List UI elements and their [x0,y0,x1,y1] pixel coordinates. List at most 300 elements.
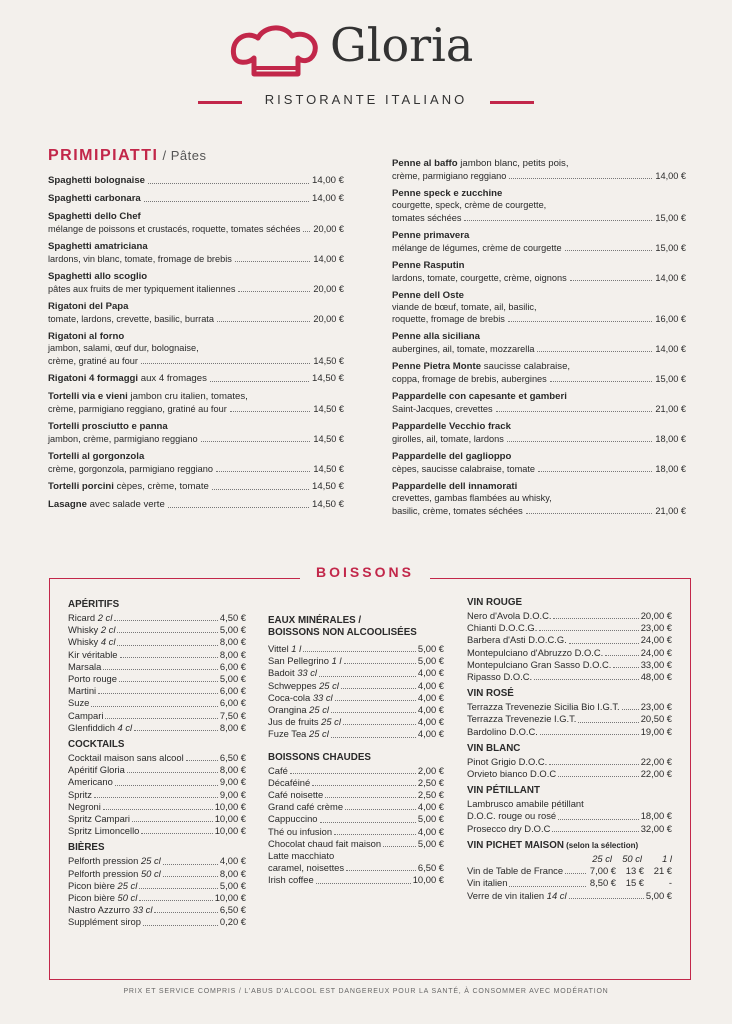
drink-price: 5,00 € [219,673,246,685]
dot-leader [144,201,309,202]
verre-item [467,890,672,902]
dish-desc-last: mélange de poissons et crustacés, roquette, tomates séchées [48,224,301,234]
dish-name: Spaghetti amatriciana [48,241,148,252]
dot-leader [569,898,644,899]
drink-price: 4,00 € [417,667,444,679]
eaux-title-line1: EAUX MINÉRALES / [268,615,362,626]
bieres-list [68,855,246,928]
drink-name [68,685,96,697]
dot-leader [622,709,639,710]
dish-desc-last: pâtes aux fruits de mer typiquement italiennes [48,284,236,294]
drink-item [467,713,672,725]
dish-inline-desc: aux 4 fromages [138,372,207,384]
dish-name-line [48,241,344,253]
drink-item [467,622,672,634]
drink-volume: 50 cl [114,892,138,904]
drink-price: 4,00 € [417,679,444,691]
drink-name-text: Ripasso D.O.C. [467,671,533,683]
drink-price: 4,00 € [417,716,444,728]
primi-left-column [48,175,344,517]
dish-name: Rigatoni 4 formaggi [48,372,139,384]
divider-right [490,101,534,104]
dish-price-line [48,433,344,445]
drink-price: 20,50 € [640,713,672,725]
drink-name-text: Chianti D.O.C.G. [467,622,538,634]
drink-item [68,892,246,904]
dish-item [48,241,344,265]
drink-name-text: San Pellegrino [268,655,329,667]
dot-leader [98,693,218,694]
drink-price: 10,00 € [214,800,246,812]
eaux-title-line2: BOISSONS NON ALCOOLISÉES [268,627,417,638]
drink-price: 10,00 € [214,813,246,825]
dot-leader [613,667,638,668]
drink-name [268,728,329,740]
drink-volume: 1 l [288,643,302,654]
dish-name: Spaghetti bolognaise [48,175,146,186]
drink-item [68,649,246,661]
vin-rouge-list [467,610,672,683]
drink-price: 20,00 € [640,610,672,621]
dish-title [48,499,165,511]
drink-item [68,880,246,892]
dish-price-line [48,223,344,235]
vin-blanc-title: VIN BLANC [467,742,521,754]
dish-price: 14,50 € [313,403,344,414]
drink-name-text: Café [268,764,288,776]
drink-name-text: Whisky [68,624,99,636]
drink-item [467,756,672,768]
primi-subtitle: / Pâtes [158,148,207,163]
dot-leader [565,873,586,874]
dish-item [392,391,686,415]
dish-desc-last: lardons, vin blanc, tomate, fromage de brebis [48,254,232,264]
dot-leader [117,645,218,646]
dish-item [48,301,344,325]
dot-leader [508,321,652,322]
dot-leader [540,734,639,735]
dot-leader [569,643,639,644]
drink-item [68,916,246,928]
dish-name: Tortelli al gorgonzola [48,450,145,462]
aperitifs-title: APÉRITIFS [68,599,120,610]
dot-leader [538,471,652,472]
dot-leader [534,679,639,680]
drink-price: 33,00 € [640,658,672,670]
dish-item [392,230,686,254]
dish-name: Pappardelle dell innamorati [392,481,518,492]
drink-item [68,752,246,764]
dish-item [392,421,686,445]
drink-item [467,768,672,780]
drink-item [268,838,444,850]
dish-price: 14,50 € [311,498,344,510]
primi-section-title [48,147,207,165]
dish-price: 18,00 € [655,464,686,474]
dish-name: Spaghetti dello Chef [48,211,141,222]
dot-leader [312,785,416,786]
drink-name [68,710,103,722]
drink-item [68,904,246,916]
drink-price: 8,00 € [219,636,246,648]
latte-line2: caramel, noisettes [268,862,345,874]
drink-item [68,789,246,801]
drink-volume: 2 cl [98,624,116,636]
lambrusco-line2: D.O.C. rouge ou rosé [467,810,557,822]
dot-leader [143,925,218,926]
drink-name-text: Pelforth pression [68,855,139,867]
drink-name-text: Martini [68,685,97,697]
dot-leader [553,618,638,619]
drink-item [68,764,246,776]
drink-name-text: Porto rouge [68,673,117,685]
drink-item [68,813,246,825]
drink-name [68,764,125,776]
drink-name-text: Thé ou infusion [268,825,333,837]
drink-price: 19,00 € [640,725,672,737]
dot-leader [132,821,213,822]
drink-name-text: Negroni [68,800,101,812]
dot-leader [114,620,218,621]
dot-leader [168,507,309,508]
eaux-list [268,643,444,741]
boissons-title-wrap [300,561,430,583]
drink-price: 8,00 € [219,764,246,776]
drink-name-text: Café noisette [268,789,324,801]
dish-title [48,193,141,205]
dish-title [48,373,207,385]
drink-name-text: Barbera d'Asti D.O.C.G. [467,634,567,646]
dot-leader [558,776,639,777]
drink-item [268,704,444,716]
dish-inline-desc: saucisse calabraise, [481,361,571,372]
irish-list [268,874,444,886]
dot-leader [303,231,310,232]
dish-name-line [392,230,686,242]
drink-name [467,659,611,671]
vin-petillant-title: VIN PÉTILLANT [467,785,540,797]
dot-leader [105,718,217,719]
drink-item [68,710,246,722]
dish-price: 20,00 € [313,224,344,234]
drink-name [268,874,314,886]
drink-price: 2,00 € [417,764,444,776]
drink-item [467,671,672,683]
chaudes-list [268,765,444,850]
drink-price: 6,00 € [219,697,246,709]
dish-price-line [392,212,686,224]
dish-title [48,175,145,187]
dish-name: Rigatoni al forno [48,331,125,342]
dish-item [48,421,344,445]
dish-item [48,175,344,187]
restaurant-subtitle: RISTORANTE ITALIANO [264,92,468,107]
drink-name [268,826,332,838]
drink-name-text: Irish coffee [268,874,314,886]
pichet-row [467,865,672,878]
dish-item [392,188,686,224]
drink-price: 32,00 € [640,822,672,834]
dish-name: Tortelli prosciutto e panna [48,420,168,432]
dot-leader [186,760,218,761]
dot-leader [346,870,416,871]
subtitle-row [0,92,732,112]
drink-name-text: Bardolino D.O.C. [467,725,538,737]
drink-name-text: Marsala [68,660,102,672]
drink-price: 5,00 € [219,879,246,891]
footer-notice: PRIX ET SERVICE COMPRIS / L'ABUS D'ALCOOL EST DANGEREUX POUR LA SANTÉ, À CONSOMMER AVEC MODÉRATION [123,988,609,995]
drink-item [68,685,246,697]
dot-leader [216,471,310,472]
dish-price-line [392,373,686,385]
drink-name-text: Pinot Grigio D.O.C. [467,755,548,767]
drink-name [68,624,115,636]
dot-leader [201,441,311,442]
drink-item [268,801,444,813]
drink-item [268,667,444,679]
dot-leader [325,797,416,798]
dish-name-line [392,188,686,200]
dot-leader [148,183,309,184]
dot-leader [509,886,586,887]
dish-price: 14,50 € [313,433,344,444]
pichet-price-25cl: 8,50 € [589,877,616,889]
dish-desc-last: roquette, fromage de brebis [392,314,505,324]
dish-name: Tortelli porcini [48,480,114,492]
dish-item [48,271,344,295]
dish-price: 21,00 € [655,404,686,414]
drink-item [268,728,444,740]
dot-leader [103,669,218,670]
drink-name [68,776,113,788]
dish-item [392,290,686,326]
drink-name [268,801,343,813]
drink-name [68,868,161,880]
dish-desc-last: crème, parmigiano reggiano, gratiné au four [48,403,227,414]
drink-name [68,880,137,892]
drink-price: 22,00 € [640,755,672,767]
dish-name: Penne dell Oste [392,289,464,301]
dot-leader [344,663,416,664]
drink-price: 4,00 € [219,855,246,867]
lambrusco-price: 18,00 € [640,810,672,822]
drink-name-text: Cocktail maison sans alcool [68,752,184,764]
drink-name-text: Picon bière [68,892,115,904]
drink-item [268,789,444,801]
dot-leader [570,280,653,281]
drink-name-text: Vittel [268,643,289,654]
drink-name-text: Cappuccino [268,813,318,825]
dish-item [392,331,686,355]
verre-name [467,890,567,902]
dish-name-line [48,211,344,223]
dish-desc-last: Saint-Jacques, crevettes [392,404,493,414]
drink-volume: 25 cl [306,704,329,716]
drink-name-text: Pelforth pression [68,867,139,879]
drink-item [68,624,246,636]
dot-leader [303,651,416,652]
dish-item [48,451,344,475]
dish-name-line [392,391,686,403]
drink-item [467,634,672,646]
drink-price: 4,00 € [417,728,444,740]
drink-name-text: Prosecco dry D.O.C [467,822,551,834]
dot-leader [335,700,416,701]
drink-name [467,634,567,646]
dot-leader [141,833,212,834]
drink-item [268,777,444,789]
cocktails-title: COCKTAILS [68,739,125,751]
boissons-title: BOISSONS [316,564,414,580]
dot-leader [552,831,638,832]
drink-volume: 33 cl [294,667,318,679]
primi-title: PRIMIPIATTI [48,147,159,164]
dot-leader [464,220,652,221]
drink-price: 23,00 € [640,701,672,713]
dot-leader [578,722,638,723]
drink-name [68,789,92,801]
dish-desc-last: basilic, crème, tomates séchées [392,505,523,516]
drink-name-text: Fuze Tea [268,728,307,740]
drink-name-text: Orvieto bianco D.O.C [467,768,557,780]
drink-price: 48,00 € [640,671,672,683]
drink-name [268,716,341,728]
drink-volume: 4 cl [114,721,133,733]
dish-desc-line: viande de bœuf, tomate, ail, basilic, [392,301,537,312]
dish-price: 14,00 € [655,171,686,181]
pichet-header-1l: 1 l [662,852,672,864]
dish-price: 14,00 € [313,254,344,264]
drink-item [68,868,246,880]
dish-item [48,373,344,385]
drink-price: 9,00 € [219,788,246,800]
drink-name-text: Supplément sirop [68,916,141,928]
dish-price-line [48,355,344,367]
vin-pichet-title-text: VIN PICHET MAISON [467,839,564,851]
dish-price-line [392,170,686,182]
dish-desc-last: coppa, fromage de brebis, aubergines [392,374,547,384]
dish-desc-last: cèpes, saucisse calabraise, tomate [392,464,535,474]
drink-item [268,826,444,838]
dish-inline-desc: jambon blanc, petits pois, [457,158,569,169]
dot-leader [507,441,653,442]
drink-price: 2,50 € [417,776,444,788]
dish-name-line [392,158,686,170]
drink-volume: 25 cl [114,879,138,891]
dish-item [48,193,344,205]
dish-name-line [48,331,344,343]
drink-name-text: Spritz Campari [68,813,130,825]
menu-header [0,0,732,125]
drink-name-text: Whisky [68,636,99,648]
drink-name [68,636,115,648]
drink-name-text: Chocolat chaud fait maison [268,837,382,849]
dot-leader [526,513,653,514]
drink-name [68,752,184,764]
drink-name-text: Terrazza Trevenezie Sicilia Bio I.G.T. [467,701,620,713]
dish-price: 14,00 € [655,344,686,354]
verre-name-text: Verre de vin italien [467,889,545,901]
drink-item [68,661,246,673]
dish-name-line [48,391,344,403]
drink-item [268,716,444,728]
dish-desc-last: tomates séchées [392,212,462,223]
drink-item [268,874,444,886]
drink-item [268,643,444,655]
drink-volume: 25 cl [316,679,339,691]
dot-leader [134,730,218,731]
drink-item [68,855,246,867]
dot-leader [558,819,639,820]
dish-name-line [392,451,686,463]
latte-item [268,862,444,874]
drink-name-text: Americano [68,776,113,788]
dot-leader [139,888,218,889]
dish-name: Penne Rasputin [392,259,465,271]
aperitifs-list [68,612,246,734]
pichet-price-1l: 21 € [653,864,672,876]
drink-price: 24,00 € [640,634,672,646]
dish-inline-desc: cèpes, crème, tomate [113,480,209,492]
dish-item [392,260,686,284]
dish-price-line [48,403,344,415]
dot-leader [141,363,310,364]
dish-price: 18,00 € [655,434,686,444]
dot-leader [94,797,218,798]
drink-volume: 25 cl [138,855,161,867]
drink-name [68,801,101,813]
pichet-price-50cl: 13 € [625,864,644,876]
boissons-column-3 [467,596,672,902]
drink-name [467,610,551,622]
dish-item [392,451,686,475]
drink-price: 8,00 € [219,648,246,660]
dish-item [392,481,686,517]
lambrusco-line1: Lambrusco amabile pétillant [467,798,584,810]
dish-price-line [48,283,344,295]
dish-desc-last: mélange de légumes, crème de courgette [392,242,562,253]
eaux-title [268,615,444,639]
dot-leader [316,883,411,884]
drink-price: 23,00 € [640,622,672,634]
dot-leader [119,681,218,682]
dish-price: 20,00 € [313,284,344,294]
dot-leader [235,261,310,262]
chef-hat-logo-icon [228,22,324,82]
drink-volume: 4 cl [98,636,116,648]
dish-name: Penne primavera [392,229,470,241]
bieres-title: BIÈRES [68,842,105,854]
drink-name-text: Picon bière [68,879,115,891]
dish-name-line [48,421,344,433]
drink-item [467,610,672,622]
drink-name-text: Apéritif Gloria [68,764,125,776]
dish-name-line [48,451,344,463]
prosecco-list [467,823,672,835]
dish-price-line [48,481,344,493]
drink-price: 10,00 € [214,892,246,904]
drink-name [68,661,101,673]
dish-desc-line: courgette, speck, crème de courgette, [392,200,547,210]
dish-name: Penne al baffo [392,158,458,169]
drink-item [68,612,246,624]
dish-name: Pappardelle con capesante et gamberi [392,391,567,402]
dot-leader [320,822,416,823]
dot-leader [210,381,309,382]
dish-price-line [48,175,344,187]
drink-name-text: Orangina [268,704,307,716]
dish-name-line [392,331,686,343]
